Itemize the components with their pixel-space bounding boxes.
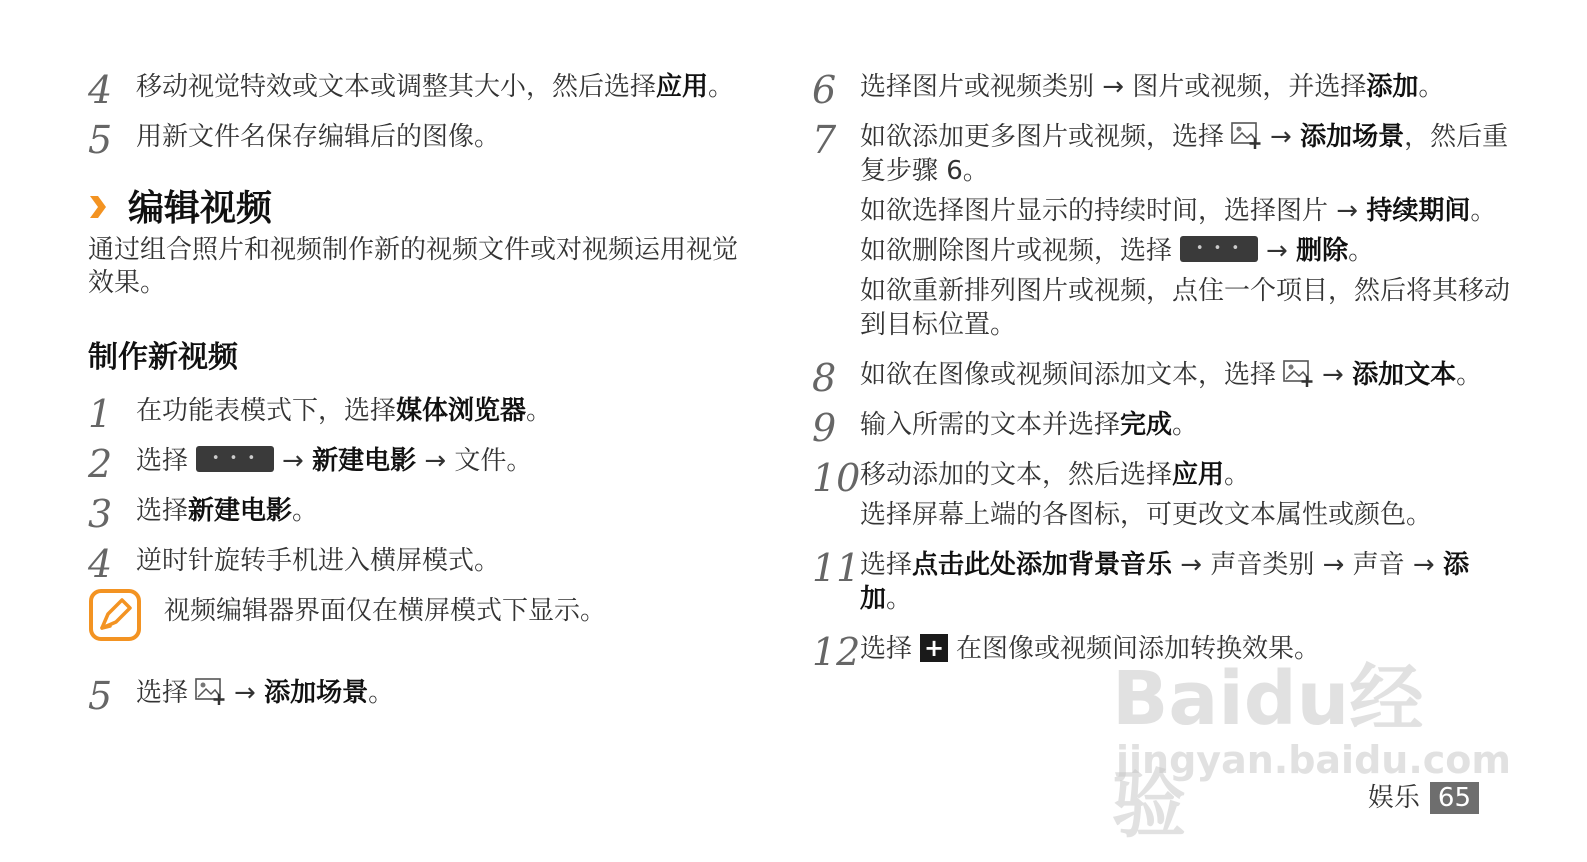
step-number: 11 <box>812 546 861 590</box>
step-number: 2 <box>88 442 113 486</box>
step-number: 5 <box>88 674 113 718</box>
step-9: 9 输入所需的文本并选择完成。 <box>812 406 1199 450</box>
step-number: 7 <box>812 118 837 162</box>
subheading: 制作新视频 <box>88 340 238 375</box>
note-text: 视频编辑器界面仅在横屏模式下显示。 <box>164 596 607 626</box>
right-column <box>812 70 1512 682</box>
step-10: 10 移动添加的文本，然后选择应用。 选择屏幕上端的各图标，可更改文本属性或颜色。 <box>812 456 1433 530</box>
step-number: 3 <box>88 492 113 536</box>
step-number: 1 <box>88 392 113 436</box>
step-4-left: 4 移动视觉特效或文本或调整其大小，然后选择应用。 <box>88 68 735 112</box>
apply-label: 应用 <box>656 72 709 102</box>
section-title: 编辑视频 <box>128 188 273 229</box>
step-8: 8 如欲在图像或视频间添加文本，选择 → 添加文本。 <box>812 356 1483 400</box>
add-scene-image-icon <box>194 676 228 706</box>
more-button-icon: • • • <box>1180 236 1258 262</box>
step-7: 7 如欲添加更多图片或视频，选择 → 添加场景，然后重复步骤 6。 如欲选择图片显示的持续时间，选择图片 → 持续期间。 如欲删除图片或视频，选择 • • • → 删除。 如欲重新排列图片或视频，点住一个项目，然后将其移动到目标位置。 <box>812 118 1511 340</box>
step-11: 11 选择点击此处添加背景音乐 → 声音类别 → 声音 → 添加。 <box>812 546 1469 614</box>
step-number: 12 <box>812 630 861 674</box>
page-footer <box>1368 782 1479 814</box>
step-number: 8 <box>812 356 837 400</box>
more-button-icon: • • • <box>196 446 274 472</box>
step-5-left: 5 用新文件名保存编辑后的图像。 <box>88 118 501 162</box>
step-6: 6 选择图片或视频类别 → 图片或视频，并选择添加。 <box>812 68 1445 112</box>
add-scene-image-icon <box>1230 120 1264 150</box>
step-number: 10 <box>812 456 861 500</box>
step-number: 4 <box>88 68 113 112</box>
note-pencil-icon <box>88 588 142 642</box>
step-5: 5 选择 → 添加场景。 <box>88 674 395 718</box>
step-number: 5 <box>88 118 113 162</box>
step-1: 1 在功能表模式下，选择媒体浏览器。 <box>88 392 553 436</box>
step-3: 3 选择新建电影。 <box>88 492 319 536</box>
step-4: 4 逆时针旋转手机进入横屏模式。 <box>88 542 501 586</box>
chevron-right-icon <box>88 194 108 220</box>
note-box <box>88 594 748 648</box>
step-12: 12 选择 + 在图像或视频间添加转换效果。 <box>812 630 1321 674</box>
step-2: 2 选择 • • • → 新建电影 → 文件。 <box>88 442 533 486</box>
left-column <box>88 70 748 726</box>
add-text-image-icon <box>1282 358 1316 388</box>
page-number: 65 <box>1430 782 1479 814</box>
watermark-url: jingyan.baidu.com <box>1116 738 1511 782</box>
step-number: 4 <box>88 542 113 586</box>
watermark-brand: Baidu经验 <box>1112 656 1424 848</box>
step-number: 9 <box>812 406 837 450</box>
step-number: 6 <box>812 68 837 112</box>
plus-icon: + <box>920 634 948 662</box>
footer-section-label: 娱乐 <box>1367 783 1420 813</box>
section-description: 通过组合照片和视频制作新的视频文件或对视频运用视觉效果。 <box>88 235 739 298</box>
section-heading <box>88 186 748 234</box>
